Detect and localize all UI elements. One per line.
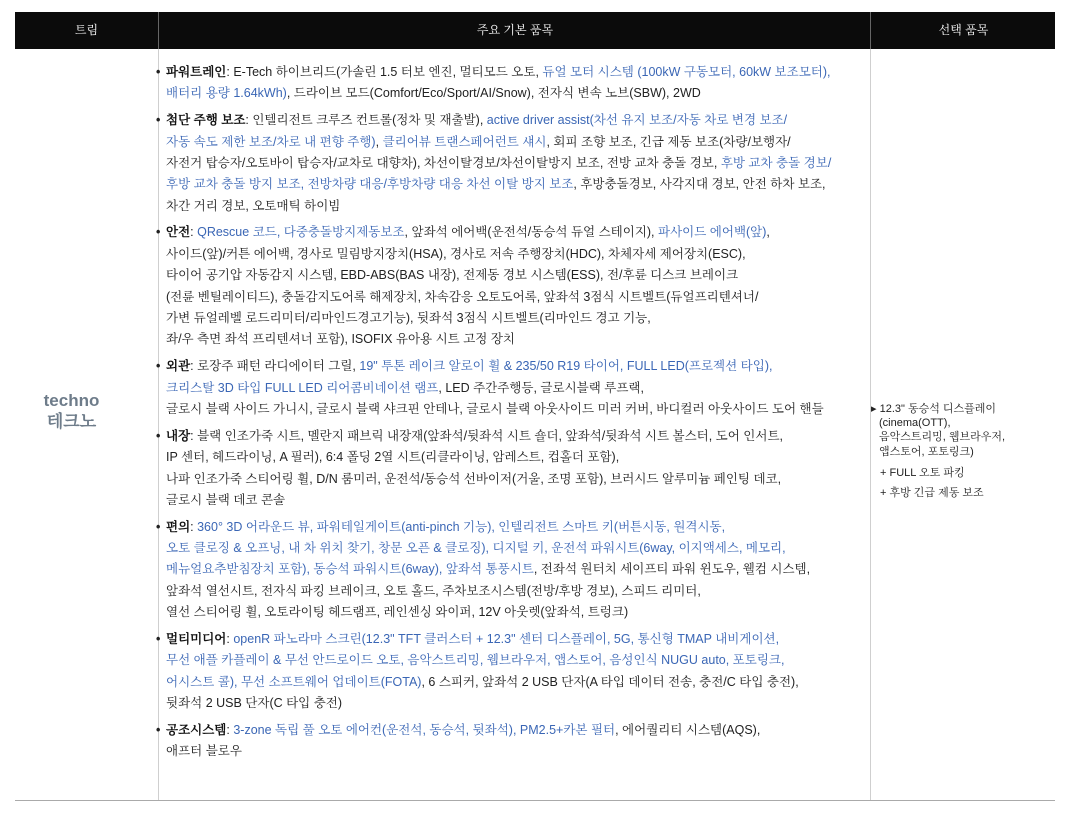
section-interior bbox=[156, 426, 856, 512]
section-label: 멀티미디어 bbox=[166, 631, 227, 646]
section-highlight: active driver assist(차선 유지 보조/자동 차로 변경 보조/ bbox=[486, 113, 788, 128]
section-text: , 에어퀄리티 시스템(AQS), bbox=[615, 722, 761, 737]
section-highlight: 19" 투톤 레이크 알로이 휠 & 235/50 R19 타이어, FULL LED(프로젝션 타입), bbox=[359, 359, 773, 374]
section-highlight: QRescue 코드, 다중충돌방지제동보조 bbox=[197, 225, 405, 240]
option-display bbox=[871, 402, 1046, 459]
option-rear-emergency-braking: + 후방 긴급 제동 보조 bbox=[880, 487, 984, 500]
section-text: , 회피 조향 보조, 긴급 제동 보조(차량/보행자/ bbox=[546, 134, 791, 149]
section-highlight: 후방 교차 충돌 경보/ bbox=[720, 155, 832, 170]
section-highlight: 오토 클로징 & 오프닝, 내 차 위치 찾기, 창문 오픈 & 클로징), 디지털 키, 운전석 파워시트(6way, 이지액세스, 메모리, bbox=[166, 541, 786, 556]
bullet-icon: • bbox=[156, 113, 161, 128]
section-label: 파워트레인 bbox=[166, 65, 227, 79]
option-line: ▸ 12.3" 동승석 디스플레이 bbox=[871, 403, 997, 415]
section-highlight: 3-zone 독립 풀 오토 에어컨(운전석, 동승석, 뒷좌석), PM2.5+카본 필터 bbox=[233, 722, 616, 737]
section-text: : E-Tech 하이브리드(가솔린 1.5 터보 엔진, 멀티모드 오토, bbox=[226, 65, 543, 79]
section-text: : bbox=[226, 722, 234, 737]
option-line: 앱스토어, 포토링크) bbox=[879, 445, 974, 458]
section-highlight: 메뉴얼요추받침장치 포함), 동승석 파워시트(6way), 앞좌석 통풍시트 bbox=[166, 562, 534, 577]
section-label: 내장 bbox=[166, 428, 191, 443]
section-text: , 전좌석 원터치 세이프티 파워 윈도우, 웰컴 시스템, bbox=[533, 562, 811, 577]
section-text: 앞좌석 열선시트, 전자식 파킹 브레이크, 오토 홀드, 주차보조시스템(전방/후방 경보), 스피드 리미터, bbox=[166, 583, 701, 598]
section-text: 뒷좌석 2 USB 단자(C 타입 충전) bbox=[166, 696, 343, 711]
section-text: , 후방충돌경보, 사각지대 경보, 안전 하차 보조, bbox=[573, 177, 826, 192]
header-trim: 트림 bbox=[74, 23, 99, 37]
section-safety bbox=[156, 222, 856, 350]
section-convenience bbox=[156, 517, 856, 624]
section-text: , 6 스피커, 앞좌석 2 USB 단자(A 타입 데이터 전송, 충전/C 타입 충전), bbox=[421, 674, 799, 689]
section-text: , bbox=[375, 134, 383, 149]
option-full-auto-parking: + FULL 오토 파킹 bbox=[880, 466, 965, 479]
section-highlight: 배터리 용량 1.64kWh) bbox=[166, 86, 287, 101]
section-text: , bbox=[766, 225, 770, 240]
section-text: : 로장주 패턴 라디에이터 그릴, bbox=[190, 359, 360, 374]
bullet-icon: • bbox=[156, 428, 161, 443]
section-highlight: 듀얼 모터 시스템 (100kW 구동모터, 60kW 보조모터), bbox=[542, 65, 831, 79]
bullet-icon: • bbox=[156, 519, 161, 534]
header-option-items: 선택 품목 bbox=[870, 12, 1056, 49]
section-highlight: 자동 속도 제한 보조/차로 내 편향 주행) bbox=[166, 134, 376, 149]
section-text: 좌/우 측면 좌석 프리텐셔너 포함), ISOFIX 유아용 시트 고정 장치 bbox=[166, 332, 515, 347]
section-text: : bbox=[190, 519, 198, 534]
bullet-icon: • bbox=[156, 722, 161, 737]
section-text: 타이어 공기압 자동감지 시스템, EBD-ABS(BAS 내장), 전제동 경보 시스템(ESS), 전/후륜 디스크 브레이크 bbox=[166, 268, 739, 283]
section-text: : bbox=[226, 631, 234, 646]
section-highlight: 클리어뷰 트랜스페어런트 섀시 bbox=[382, 134, 547, 149]
section-text: (전륜 벤틸레이티드), 충돌감지도어록 해제장치, 차속감응 오토도어록, 앞좌석 3점식 시트벨트(듀얼프리텐셔너/ bbox=[166, 289, 759, 304]
section-text: : 블랙 인조가죽 시트, 멜란지 패브릭 내장재(앞좌석/뒷좌석 시트 숄더, 앞좌석/뒷좌석 시트 볼스터, 도어 인서트, bbox=[190, 428, 784, 443]
section-text: 가변 듀얼레벨 로드리미터/리마인드경고기능), 뒷좌석 3점식 시트벨트(리마인드 경고 기능, bbox=[166, 311, 651, 326]
section-label: 안전 bbox=[166, 225, 191, 240]
section-text: 사이드(앞)/커튼 에어백, 경사로 밀림방지장치(HSA), 경사로 저속 주행장치(HDC), 차체자세 제어장치(ESC), bbox=[166, 246, 746, 261]
section-text: , 드라이브 모드(Comfort/Eco/Sport/AI/Snow), 전자식 변속 노브(SBW), 2WD bbox=[286, 86, 701, 101]
trim-name-ko: 테크노 bbox=[46, 412, 97, 431]
bullet-icon: • bbox=[156, 225, 161, 240]
table-header bbox=[15, 12, 1055, 49]
section-highlight: 크리스탈 3D 타입 FULL LED 리어콤비네이션 램프 bbox=[166, 380, 439, 395]
section-label: 공조시스템 bbox=[166, 722, 227, 737]
section-text: , 앞좌석 에어백(운전석/동승석 듀얼 스테이지), bbox=[404, 225, 659, 240]
section-label: 외관 bbox=[166, 359, 191, 374]
section-highlight: 어시스트 콜), 무선 소프트웨어 업데이트(FOTA) bbox=[166, 674, 422, 689]
section-adas bbox=[156, 110, 856, 217]
header-basic-items: 주요 기본 품목 bbox=[158, 12, 871, 49]
trim-name-en: techno bbox=[43, 391, 100, 410]
option-items-cell bbox=[871, 402, 1046, 506]
basic-items-cell bbox=[156, 62, 856, 768]
section-text: 애프터 블로우 bbox=[166, 744, 242, 759]
section-text: , LED 주간주행등, 글로시블랙 루프랙, bbox=[438, 380, 644, 395]
section-text: : 인텔리전트 크루즈 컨트롤(정차 및 재출발), bbox=[245, 113, 487, 128]
section-text: 자전거 탑승자/오토바이 탑승자/교차로 대향차), 차선이탈경보/차선이탈방지 보조, 전방 교차 충돌 경보, bbox=[166, 155, 721, 170]
option-line: (cinema(OTT), bbox=[879, 417, 951, 430]
section-exterior bbox=[156, 356, 856, 420]
bullet-icon: • bbox=[156, 631, 161, 646]
section-powertrain bbox=[156, 62, 856, 105]
section-text: 열선 스티어링 휠, 오토라이팅 헤드램프, 레인센싱 와이퍼, 12V 아웃렛(앞좌석, 트렁크) bbox=[166, 605, 629, 620]
section-highlight: openR 파노라마 스크린(12.3" TFT 클러스터 + 12.3" 센터 디스플레이, 5G, 통신형 TMAP 내비게이션, bbox=[233, 631, 780, 646]
trim-name bbox=[0, 390, 143, 432]
option-line: 음악스트리밍, 웹브라우저, bbox=[879, 431, 1006, 444]
section-text: 글로시 블랙 사이드 가니시, 글로시 블랙 샤크핀 안테나, 글로시 블랙 아웃사이드 미러 커버, 바디컬러 아웃사이드 도어 핸들 bbox=[166, 401, 824, 416]
section-highlight: 360° 3D 어라운드 뷰, 파워테일게이트(anti-pinch 기능), 인텔리전트 스마트 키(버튼시동, 원격시동, bbox=[197, 519, 726, 534]
section-text: 차간 거리 경보, 오토매틱 하이빔 bbox=[166, 198, 341, 213]
table-bottom-border bbox=[15, 800, 1055, 801]
section-text: 나파 인조가죽 스티어링 휠, D/N 룸미러, 운전석/동승석 선바이저(거울, 조명 포함), 브러시드 알루미늄 페인팅 데코, bbox=[166, 471, 782, 486]
section-highlight: 파사이드 에어백(앞) bbox=[658, 225, 767, 240]
bullet-icon: • bbox=[156, 359, 161, 374]
section-text: 글로시 블랙 데코 콘솔 bbox=[166, 492, 286, 507]
section-climate bbox=[156, 720, 856, 763]
section-text: : bbox=[190, 225, 198, 240]
bullet-icon: • bbox=[156, 65, 161, 79]
section-highlight: 후방 교차 충돌 방지 보조, 전방차량 대응/후방차량 대응 차선 이탈 방지 보조 bbox=[166, 177, 574, 192]
section-multimedia bbox=[156, 629, 856, 715]
section-highlight: 무선 애플 카플레이 & 무선 안드로이드 오토, 음악스트리밍, 웹브라우저, 앱스토어, 음성인식 NUGU auto, 포토링크, bbox=[166, 653, 785, 668]
section-text: IP 센터, 헤드라이닝, A 필러), 6:4 폴딩 2열 시트(리클라이닝, 암레스트, 컵홀더 포함), bbox=[166, 450, 620, 465]
section-label: 첨단 주행 보조 bbox=[166, 113, 246, 128]
section-label: 편의 bbox=[166, 519, 191, 534]
